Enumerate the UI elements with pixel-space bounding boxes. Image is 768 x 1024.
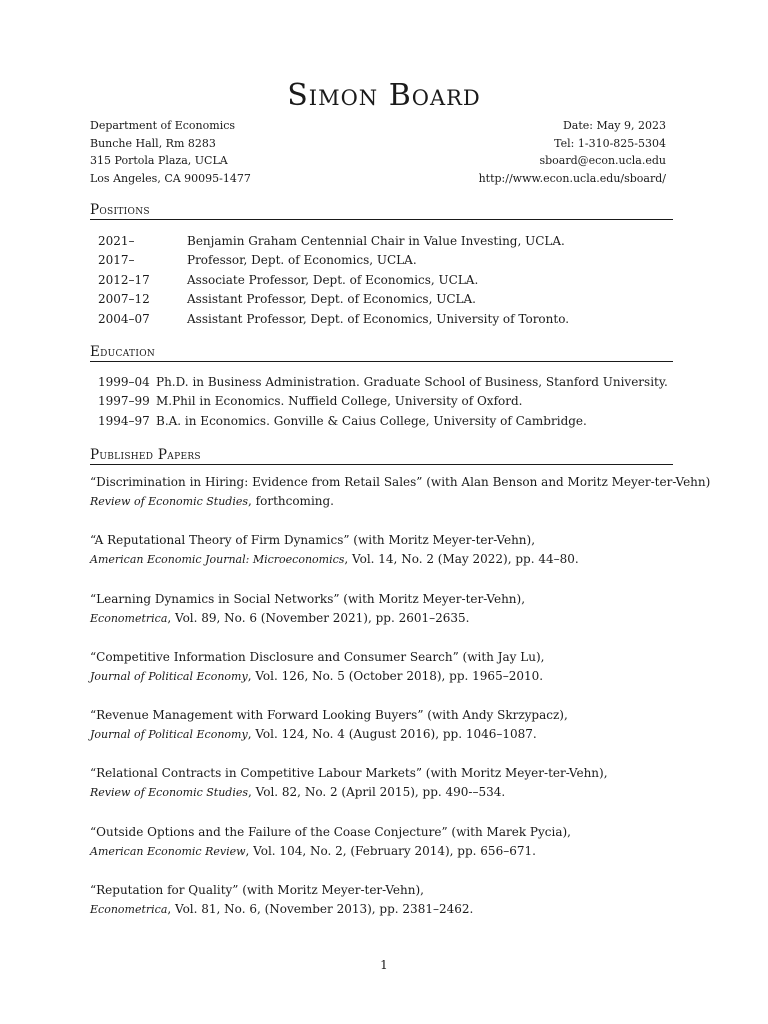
- paper-title: “A Reputational Theory of Firm Dynamics” (with Moritz Meyer-ter-Vehn),: [90, 533, 536, 548]
- position-year: 2021–: [98, 234, 135, 248]
- paper-publication: [90, 550, 690, 569]
- education-desc: M.Phil in Economics. Nuffield College, University of Oxford.: [156, 394, 523, 409]
- address-line: Department of Economics: [90, 119, 236, 132]
- papers-list: [90, 473, 711, 939]
- paper-journal: Journal of Political Economy: [90, 669, 248, 683]
- paper-journal: Journal of Political Economy: [90, 728, 248, 742]
- paper-entry: [90, 531, 690, 589]
- position-desc: Benjamin Graham Centennial Chair in Value Investing, UCLA.: [187, 234, 565, 248]
- address-line: Los Angeles, CA 90095-1477: [90, 171, 251, 185]
- paper-details: , Vol. 81, No. 6, (November 2013), pp. 2381–2462.: [167, 902, 474, 917]
- position-desc: Assistant Professor, Dept. of Economics, UCLA.: [187, 292, 476, 307]
- education-year: 1997–99: [98, 394, 150, 409]
- page-number: 1: [380, 958, 388, 972]
- paper-journal: Econometrica: [90, 611, 168, 625]
- paper-journal: American Economic Review: [90, 844, 246, 858]
- position-desc: Associate Professor, Dept. of Economics, UCLA.: [187, 272, 479, 287]
- position-year: 2007–12: [98, 292, 150, 307]
- paper-title: “Competitive Information Disclosure and Consumer Search” (with Jay Lu),: [90, 649, 545, 664]
- paper-entry: [90, 590, 690, 648]
- paper-journal: American Economic Journal: Microeconomics: [90, 553, 345, 567]
- page-title: Simon Board: [287, 78, 481, 113]
- address-block: [90, 117, 251, 187]
- paper-journal: Econometrica: [90, 903, 168, 917]
- section-heading-papers: Published Papers: [90, 447, 673, 465]
- education-year: 1999–04: [98, 375, 150, 389]
- section-heading-positions: Positions: [90, 202, 673, 220]
- paper-title: “Relational Contracts in Competitive Labour Markets” (with Moritz Meyer-ter-Vehn),: [90, 766, 608, 781]
- website-link[interactable]: http://www.econ.ucla.edu/sboard/: [478, 171, 666, 185]
- paper-details: , Vol. 89, No. 6 (November 2021), pp. 2601–2635.: [167, 610, 470, 625]
- address-line: Bunche Hall, Rm 8283: [90, 136, 216, 150]
- paper-journal: Review of Economic Studies: [90, 495, 249, 508]
- email-link[interactable]: sboard@econ.ucla.edu: [539, 154, 666, 168]
- paper-entry: [90, 706, 690, 764]
- paper-publication: [90, 667, 690, 686]
- paper-entry: [90, 648, 690, 706]
- education-desc: Ph.D. in Business Administration. Graduate School of Business, Stanford University.: [156, 375, 668, 389]
- paper-details: , Vol. 124, No. 4 (August 2016), pp. 1046–1087.: [247, 727, 537, 742]
- paper-publication: [90, 725, 690, 744]
- position-year: 2017–: [98, 253, 135, 268]
- position-year: 2012–17: [98, 272, 150, 287]
- paper-details: , Vol. 126, No. 5 (October 2018), pp. 1965–2010.: [247, 668, 544, 683]
- paper-details: , Vol. 104, No. 2, (February 2014), pp. 656–671.: [245, 843, 536, 858]
- paper-details: , Vol. 14, No. 2 (May 2022), pp. 44–80.: [344, 552, 579, 567]
- education-desc: B.A. in Economics. Gonville & Caius College, University of Cambridge.: [156, 413, 587, 428]
- contact-block: [479, 117, 666, 187]
- paper-title: “Revenue Management with Forward Looking Buyers” (with Andy Skrzypacz),: [90, 708, 568, 723]
- address-line: 315 Portola Plaza, UCLA: [90, 154, 228, 168]
- paper-publication: [90, 609, 690, 628]
- paper-entry: [90, 881, 690, 939]
- education-year: 1994–97: [98, 413, 150, 428]
- paper-title: “Reputation for Quality” (with Moritz Meyer-ter-Vehn),: [90, 883, 424, 898]
- paper-journal: Review of Economic Studies: [90, 786, 249, 800]
- paper-publication: [90, 842, 690, 861]
- paper-details: , forthcoming.: [248, 494, 334, 508]
- position-year: 2004–07: [98, 311, 150, 326]
- paper-publication: [90, 492, 690, 511]
- paper-publication: [90, 900, 690, 919]
- position-desc: Professor, Dept. of Economics, UCLA.: [187, 253, 417, 268]
- phone-line: Tel: 1-310-825-5304: [554, 136, 666, 150]
- section-heading-education: Education: [90, 344, 673, 362]
- paper-title: “Outside Options and the Failure of the Coase Conjecture” (with Marek Pycia),: [90, 824, 571, 839]
- paper-title: “Learning Dynamics in Social Networks” (with Moritz Meyer-ter-Vehn),: [90, 591, 526, 606]
- paper-details: , Vol. 82, No. 2 (April 2015), pp. 490-–534.: [248, 785, 506, 800]
- paper-publication: [90, 783, 690, 802]
- position-desc: Assistant Professor, Dept. of Economics, University of Toronto.: [187, 311, 570, 326]
- paper-entry: [90, 823, 690, 881]
- paper-title: “Discrimination in Hiring: Evidence from Retail Sales” (with Alan Benson and Moritz Meyer-ter-Vehn): [90, 475, 711, 489]
- paper-entry: [90, 764, 690, 822]
- paper-entry: [90, 473, 711, 531]
- date-line: Date: May 9, 2023: [562, 119, 666, 132]
